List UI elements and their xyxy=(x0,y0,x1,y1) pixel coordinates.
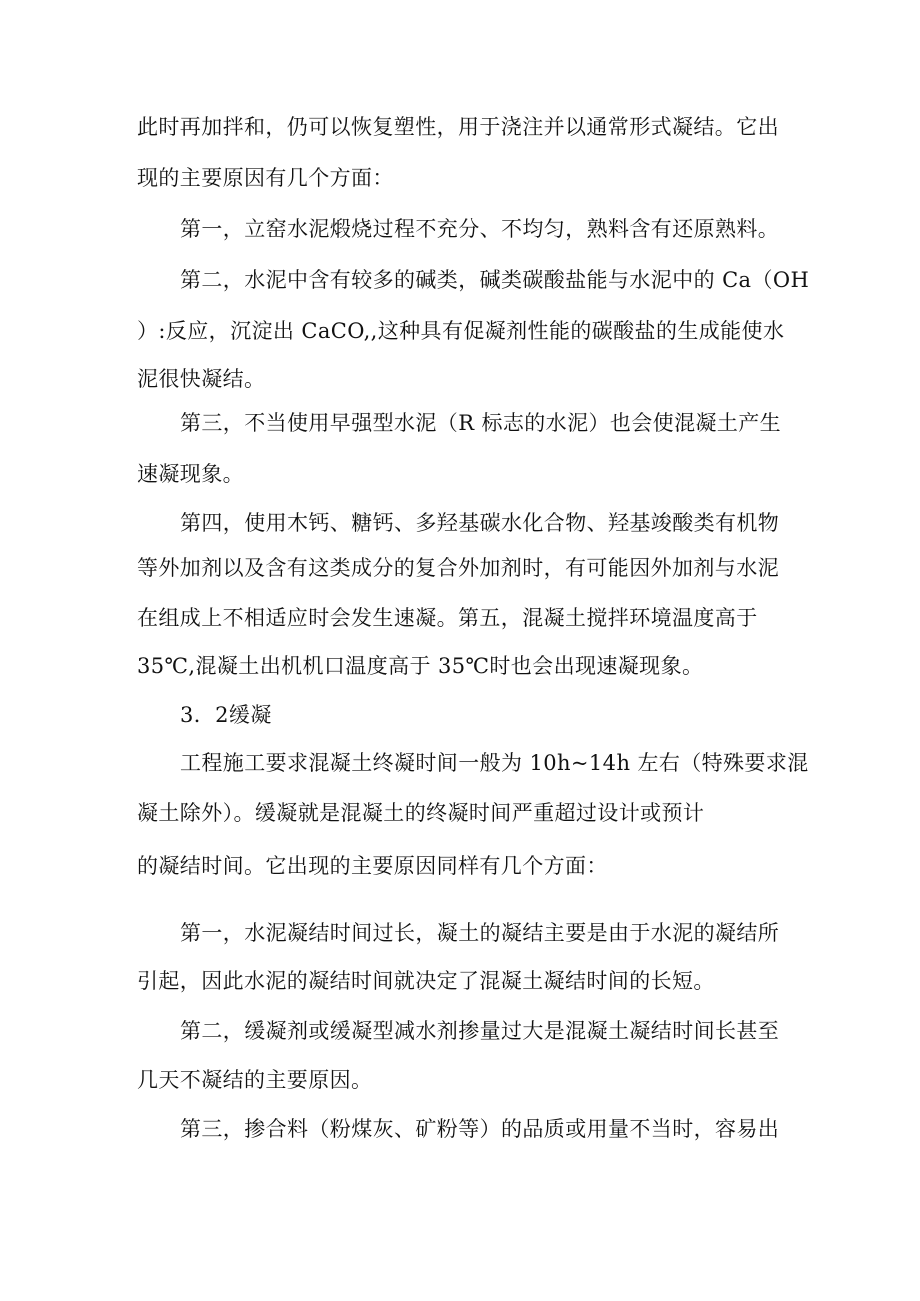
text-line: 等外加剂以及含有这类成分的复合外加剂时，有可能因外加剂与水泥 xyxy=(137,556,779,580)
text-line: 在组成上不相适应时会发生速凝。第五，混凝土搅拌环境温度高于 xyxy=(137,606,758,630)
text-line: 几天不凝结的主要原因。 xyxy=(137,1068,373,1092)
text-line: 凝土除外）。缓凝就是混凝土的终凝时间严重超过设计或预计 xyxy=(137,801,705,825)
text-line: 泥很快凝结。 xyxy=(137,367,266,391)
text-line: 第三，不当使用早强型水泥（R 标志的水泥）也会使混凝土产生 xyxy=(180,411,782,435)
text-line: 第四，使用木钙、糖钙、多羟基碳水化合物、羟基竣酸类有机物 xyxy=(180,511,780,535)
text-line: 第三，掺合料（粉煤灰、矿粉等）的品质或用量不当时，容易出 xyxy=(180,1117,780,1141)
text-line: 引起，因此水泥的凝结时间就决定了混凝土凝结时间的长短。 xyxy=(137,969,715,993)
text-line: 第一，立窑水泥煅烧过程不充分、不均匀，熟料含有还原熟料。 xyxy=(180,217,780,241)
text-line: 工程施工要求混凝土终凝时间一般为 10h~14h 左右（特殊要求混 xyxy=(180,751,809,775)
text-line: ）:反应，沉淀出 CaCO,,这种具有促凝剂性能的碳酸盐的生成能使水 xyxy=(137,319,785,343)
text-line: 速凝现象。 xyxy=(137,462,244,486)
text-line: 的凝结时间。它出现的主要原因同样有几个方面： xyxy=(137,854,608,878)
section-heading: 3．2缓凝 xyxy=(180,703,272,727)
text-line: 35℃,混凝土出机机口温度高于 35℃时也会出现速凝现象。 xyxy=(137,654,704,678)
text-line: 第一，水泥凝结时间过长，凝土的凝结主要是由于水泥的凝结所 xyxy=(180,921,780,945)
text-line: 第二，缓凝剂或缓凝型减水剂掺量过大是混凝土凝结时间长甚至 xyxy=(180,1019,780,1043)
text-line: 现的主要原因有几个方面： xyxy=(137,166,394,190)
text-line: 此时再加拌和，仍可以恢复塑性，用于浇注并以通常形式凝结。它出 xyxy=(137,115,779,139)
text-line: 第二，水泥中含有较多的碱类，碱类碳酸盐能与水泥中的 Ca（OH xyxy=(180,268,810,292)
